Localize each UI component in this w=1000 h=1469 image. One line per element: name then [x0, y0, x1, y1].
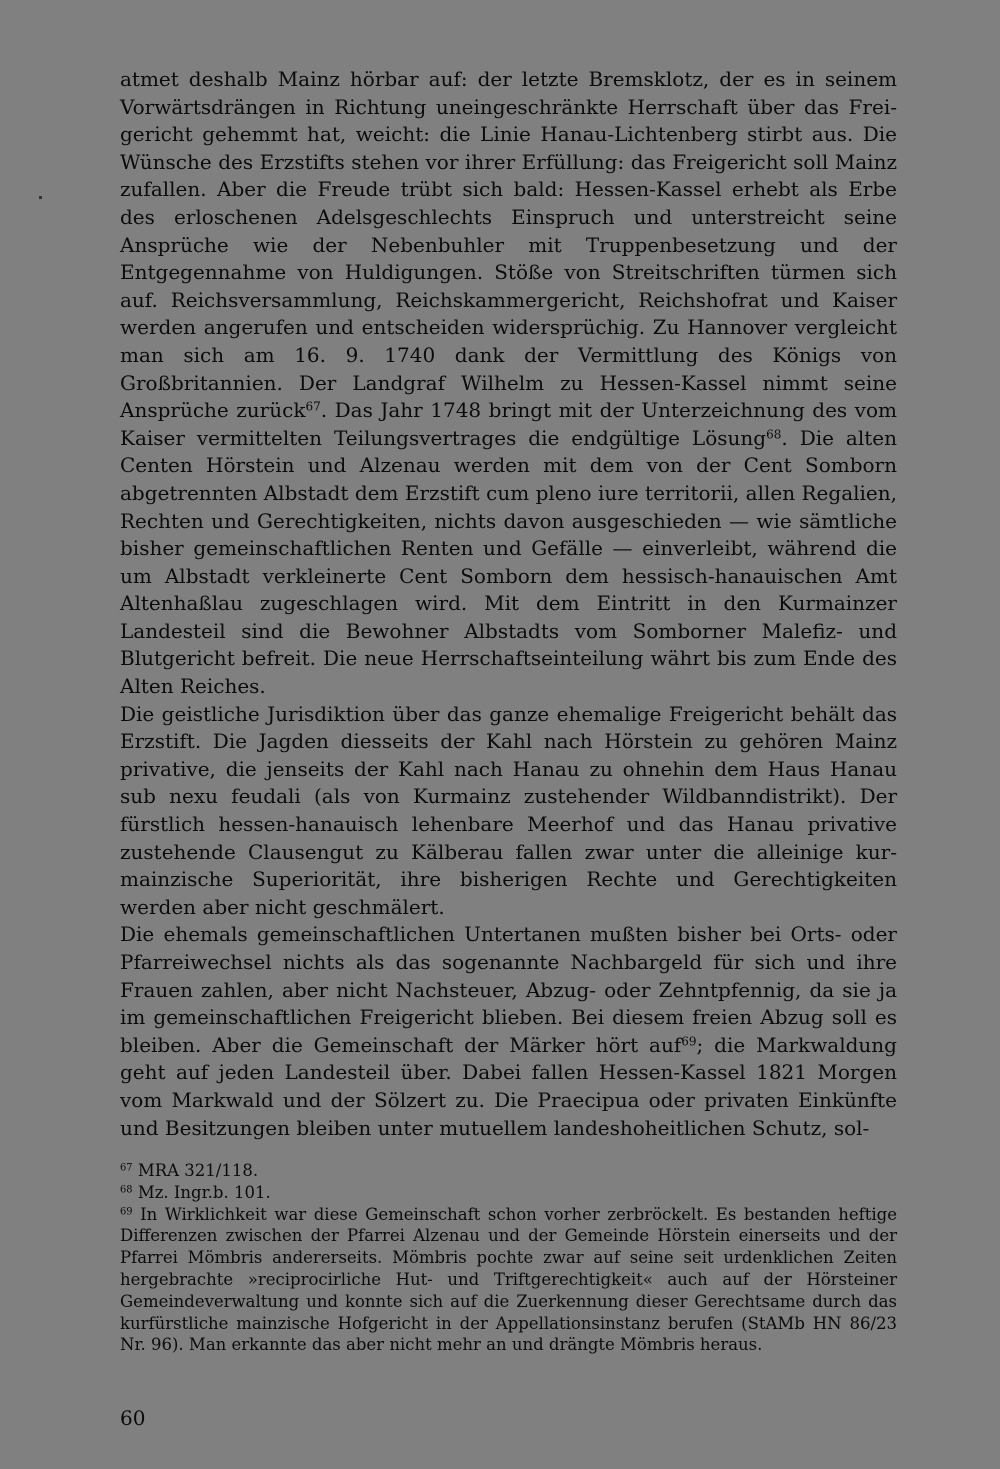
footnote-ref-69: 69 [681, 1034, 697, 1049]
footnote-67 [120, 1160, 897, 1182]
page-number: 60 [120, 1406, 146, 1430]
footnote-text: In Wirklichkeit war diese Gemeinschaft schon vorher zerbröckelt. Es bestanden heftige Differenzen zwischen der Pfarrei Alzenau und der Gemeinde Hörstein einerseits und der Pfarrei Mömbris andererseits. Mömbris pochte zwar auf seine seit urdenklichen Zeiten hergebrachte »reciprocirliche Hut- und Triftgerechtigkeit« auch auf der Hörsteiner Gemeindeverwaltung und konnte sich auf die Zuerkennung dieser Gerechtsame durch das kurfürstliche mainzische Hofgericht in der Appellationsinstanz berufen (StAMb HN 86/23 Nr. 96). Man erkannte das aber nicht mehr an und drängte Mömbris heraus. [120, 1204, 897, 1355]
footnotes [120, 1160, 897, 1356]
paragraph-3-part-b: ; die Markwaldung geht auf jeden Landesteil über. Dabei fallen Hessen-Kassel 1821 Morgen vom Markwald und der Sölzert zu. Die Praecipua oder privaten Einkünfte und Besitzungen bleiben unter mutuellem landeshoheitlichen Schutz, sol- [120, 1032, 897, 1140]
footnote-text: Mz. Ingr.b. 101. [132, 1182, 271, 1202]
stray-mark [39, 196, 42, 199]
paragraph-3-part-a: Die ehemals gemeinschaftlichen Untertanen mußten bisher bei Orts- oder Pfarreiwechsel nichts als das sogenannte Nachbargeld für sich und ihre Frauen zahlen, aber nicht Nachsteuer, Abzug- oder Zehntpfennig, da sie ja im gemeinschaftlichen Freigericht blieben. Bei diesem freien Abzug soll es bleiben. Aber die Gemeinschaft der Märker hört auf [120, 922, 897, 1057]
footnote-ref-67: 67 [305, 399, 321, 414]
paragraph-1-part-b: . Das Jahr 1748 bringt mit der Unterzeichnung des vom Kaiser vermittelten Teilungsvertrages die endgültige Lösung [120, 398, 897, 450]
footnote-69 [120, 1204, 897, 1357]
main-text [120, 66, 897, 1142]
footnote-ref-68: 68 [766, 427, 782, 442]
paragraph-1-part-a: atmet deshalb Mainz hörbar auf: der letzte Bremsklotz, der es in seinem Vorwärtsdrängen in Richtung uneingeschränkte Herrschaft über das Freigericht gehemmt hat, weicht: die Linie Hanau-Lichtenberg stirbt aus. Die Wünsche des Erzstifts stehen vor ihrer Erfüllung: das Freigericht soll Mainz zufallen. Aber die Freude trübt sich bald: Hessen-Kassel erhebt als Erbe des erloschenen Adelsgeschlechts Einspruch und unterstreicht seine Ansprüche wie der Nebenbuhler mit Truppenbesetzung und der Entgegennahme von Huldigungen. Stöße von Streitschriften türmen sich auf. Reichsversammlung, Reichskammergericht, Reichshofrat und Kaiser werden angerufen und entscheiden widersprüchig. Zu Hannover vergleicht man sich am 16. 9. 1740 dank der Vermittlung des Königs von Großbritannien. Der Landgraf Wilhelm zu Hessen-Kassel nimmt seine Ansprüche zurück [120, 67, 897, 423]
paragraph-3 [120, 921, 897, 1142]
paragraph-1 [120, 66, 897, 701]
footnote-number: 67 [120, 1162, 133, 1174]
footnote-text: MRA 321/118. [132, 1161, 259, 1180]
paragraph-2: Die geistliche Jurisdiktion über das ganze ehemalige Freigericht behält das Erzstift. Die Jagden diesseits der Kahl nach Hörstein zu gehören Mainz privative, die jenseits der Kahl nach Hanau zu ohnehin dem Haus Hanau sub nexu feudali (als von Kurmainz zustehender Wildbanndistrikt). Der fürstlich hessen-hanauisch lehenbare Meerhof und das Hanau privative zustehende Clausengut zu Kälberau fallen zwar unter die alleinige kurmainzische Superiorität, ihre bisherigen Rechte und Gerechtigkeiten werden aber nicht geschmälert. [120, 701, 897, 919]
footnote-68 [120, 1182, 897, 1204]
footnote-number: 68 [120, 1184, 133, 1196]
footnote-number: 69 [120, 1206, 133, 1218]
paragraph-1-part-c: . Die alten Centen Hörstein und Alzenau werden mit dem von der Cent Somborn abgetrennten Albstadt dem Erzstift cum pleno iure territorii, allen Regalien, Rechten und Gerechtigkeiten, nichts davon ausgeschieden — wie sämtliche bisher gemeinschaftlichen Renten und Gefälle — einverleibt, während die um Albstadt verkleinerte Cent Somborn dem hessisch-hanauischen Amt Altenhaßlau zugeschlagen wird. Mit dem Eintritt in den Kurmainzer Landesteil sind die Bewohner Albstadts vom Somborner Malefiz- und Blutgericht befreit. Die neue Herrschaftseinteilung währt bis zum Ende des Alten Reiches. [120, 425, 898, 699]
